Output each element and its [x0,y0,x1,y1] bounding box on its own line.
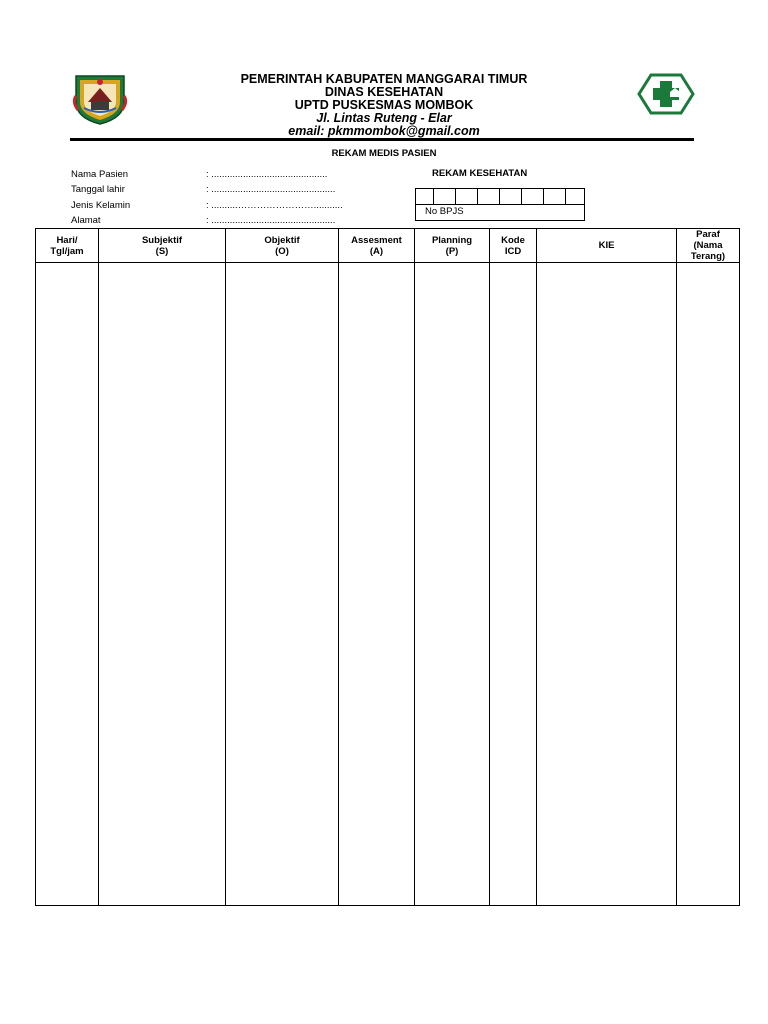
column-header-subjective: Subjektif (S) [99,229,226,263]
cell-objective[interactable] [226,263,339,906]
cell-icd-code[interactable] [490,263,537,906]
column-header-planning: Planning (P) [415,229,490,263]
record-box-title: REKAM KESEHATAN [432,168,528,179]
column-header-objective: Objektif (O) [226,229,339,263]
bpjs-digit-cell [500,189,522,204]
cell-subjective[interactable] [99,263,226,906]
bpjs-digit-cell [544,189,566,204]
field-value-gender: : ..........……………………........... [206,200,343,211]
field-label-gender: Jenis Kelamin [71,200,131,211]
cell-date[interactable] [36,263,99,906]
column-header-date: Hari/ Tgl/jam [36,229,99,263]
bpjs-digit-cell [522,189,544,204]
cell-signature[interactable] [677,263,740,906]
bpjs-label: No BPJS [425,206,464,217]
header-government: PEMERINTAH KABUPATEN MANGGARAI TIMUR [240,72,528,86]
field-value-address: : ............................................... [206,215,336,226]
header-divider [70,138,694,141]
column-header-icd-code: Kode ICD [490,229,537,263]
bpjs-digit-cell [478,189,500,204]
bpjs-digit-cell [434,189,456,204]
table-row [36,263,740,906]
field-value-name: : ............................................ [206,169,328,180]
table-header-row [36,229,740,263]
cell-kie[interactable] [537,263,677,906]
document-title: REKAM MEDIS PASIEN [331,148,437,159]
bpjs-divider [416,204,584,205]
medical-record-table [35,228,740,906]
header-department: DINAS KESEHATAN [324,85,444,99]
column-header-signature: Paraf (Nama Terang) [677,229,740,263]
column-header-assessment: Assesment (A) [339,229,415,263]
header-email: email: pkmmombok@gmail.com [288,124,480,138]
cell-planning[interactable] [415,263,490,906]
cell-assessment[interactable] [339,263,415,906]
field-value-birthdate: : ............................................... [206,184,336,195]
bpjs-digit-cell [416,189,434,204]
header-puskesmas: UPTD PUSKESMAS MOMBOK [294,98,474,112]
bpjs-digit-cell [456,189,478,204]
field-label-address: Alamat [71,215,101,226]
column-header-kie: KIE [537,229,677,263]
field-label-birthdate: Tanggal lahir [71,184,125,195]
bpjs-number-box [415,188,585,221]
header-address: Jl. Lintas Ruteng - Elar [316,111,452,125]
field-label-name: Nama Pasien [71,169,129,180]
